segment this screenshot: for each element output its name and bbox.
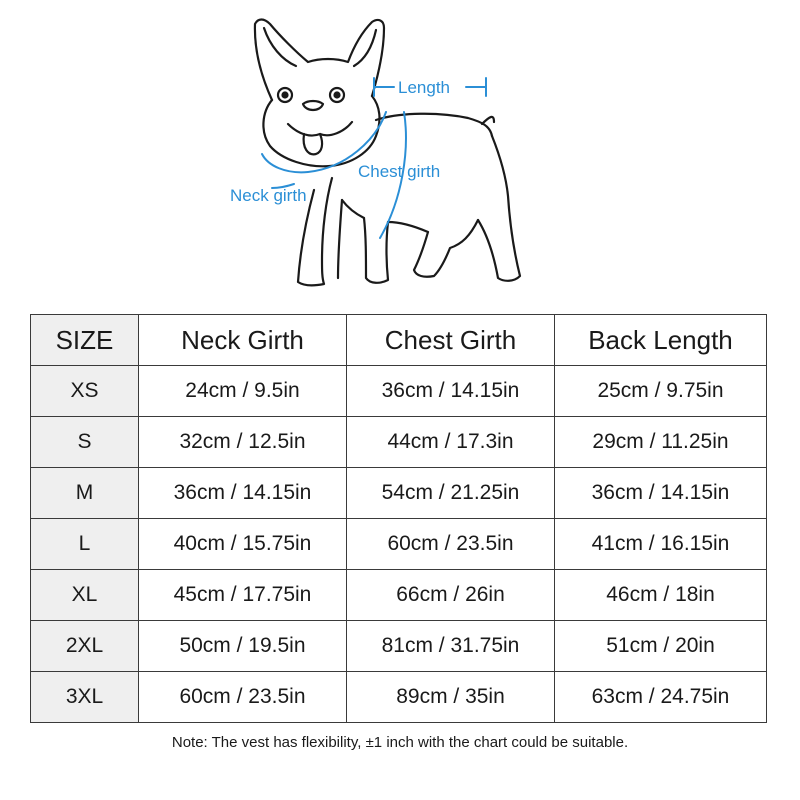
dog-illustration (0, 0, 800, 300)
table-row (31, 621, 767, 672)
back-length-cell: 41cm / 16.15in (555, 519, 767, 570)
chest-girth-label: Chest girth (358, 162, 441, 181)
table-row (31, 366, 767, 417)
back-length-cell: 63cm / 24.75in (555, 672, 767, 723)
table-header-row (31, 315, 767, 366)
table-row (31, 417, 767, 468)
size-cell: XL (31, 570, 139, 621)
chest-girth-cell: 89cm / 35in (347, 672, 555, 723)
neck-girth-cell: 32cm / 12.5in (139, 417, 347, 468)
back-length-cell: 29cm / 11.25in (555, 417, 767, 468)
table-row (31, 570, 767, 621)
chest-girth-cell: 81cm / 31.75in (347, 621, 555, 672)
chest-girth-cell: 36cm / 14.15in (347, 366, 555, 417)
header-back-length: Back Length (555, 315, 767, 366)
length-label: Length (398, 78, 450, 97)
back-length-cell: 36cm / 14.15in (555, 468, 767, 519)
flexibility-note: Note: The vest has flexibility, ±1 inch with the chart could be suitable. (171, 734, 629, 751)
header-neck-girth: Neck Girth (139, 315, 347, 366)
chest-girth-cell: 44cm / 17.3in (347, 417, 555, 468)
size-cell: M (31, 468, 139, 519)
size-cell: 3XL (31, 672, 139, 723)
table-row (31, 468, 767, 519)
dog-measurement-diagram (0, 0, 800, 300)
size-cell: XS (31, 366, 139, 417)
size-cell: S (31, 417, 139, 468)
table-row (31, 672, 767, 723)
neck-girth-cell: 36cm / 14.15in (139, 468, 347, 519)
back-length-cell: 51cm / 20in (555, 621, 767, 672)
size-cell: L (31, 519, 139, 570)
neck-girth-cell: 50cm / 19.5in (139, 621, 347, 672)
neck-girth-cell: 60cm / 23.5in (139, 672, 347, 723)
neck-girth-cell: 40cm / 15.75in (139, 519, 347, 570)
header-size: SIZE (31, 315, 139, 366)
measurement-guides (262, 78, 486, 238)
size-cell: 2XL (31, 621, 139, 672)
neck-girth-cell: 24cm / 9.5in (139, 366, 347, 417)
chest-girth-cell: 60cm / 23.5in (347, 519, 555, 570)
chest-girth-cell: 66cm / 26in (347, 570, 555, 621)
neck-girth-label: Neck girth (230, 186, 307, 205)
chest-girth-cell: 54cm / 21.25in (347, 468, 555, 519)
neck-girth-cell: 45cm / 17.75in (139, 570, 347, 621)
table-row (31, 519, 767, 570)
size-chart-table (30, 314, 767, 723)
back-length-cell: 25cm / 9.75in (555, 366, 767, 417)
dog-outline (255, 20, 520, 286)
back-length-cell: 46cm / 18in (555, 570, 767, 621)
header-chest-girth: Chest Girth (347, 315, 555, 366)
